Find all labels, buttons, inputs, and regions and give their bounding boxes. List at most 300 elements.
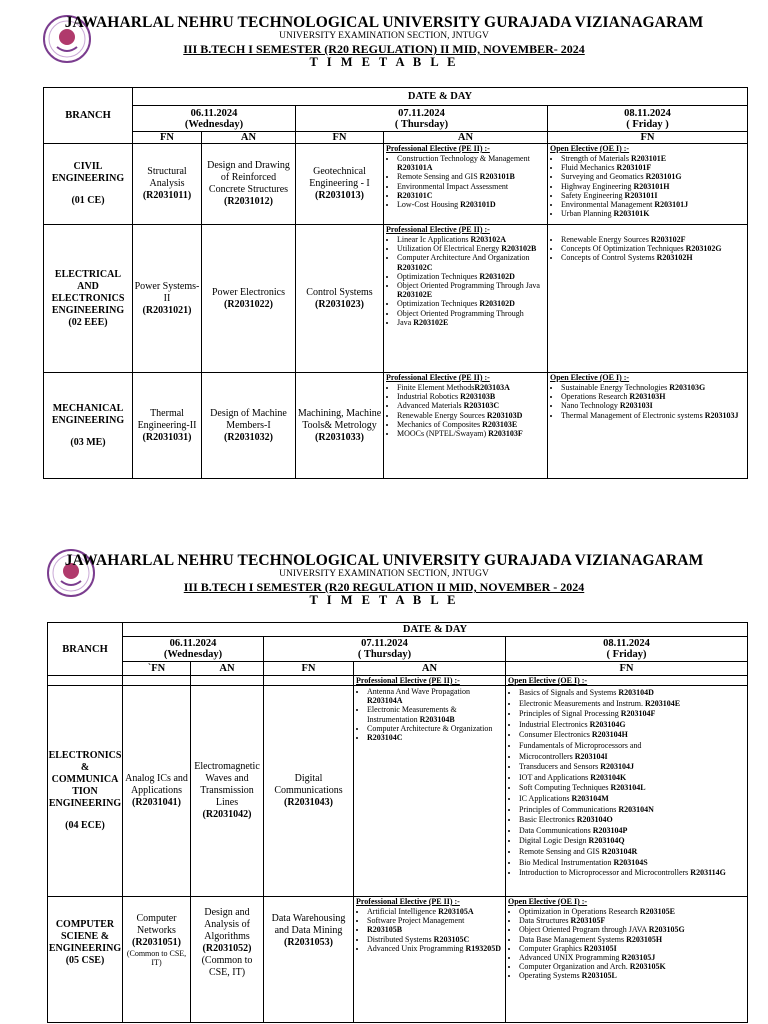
course-code: R203104D [618, 688, 654, 697]
branch-me [44, 373, 133, 479]
elective-title: Professional Elective (PE II) :- [356, 897, 460, 906]
page-header [0, 536, 768, 624]
course-code: R203104H [591, 730, 628, 740]
elective-item [397, 429, 547, 438]
course-name: Object Oriented Programming Through [397, 308, 524, 318]
course-name: Advanced Materials [397, 401, 464, 411]
subject-name: Design of Machine Members-I [210, 407, 287, 431]
elective-item [519, 826, 747, 837]
course-code: R203103E [482, 419, 518, 429]
course-name: MOOCs (NPTEL/Swayam) [397, 429, 489, 439]
branch-name: ENGINEERING [51, 414, 125, 426]
course-name: Industrial Robotics [397, 392, 461, 402]
elective-item [519, 944, 747, 953]
subject-cell [264, 686, 354, 897]
subject-cell [191, 897, 264, 1023]
branch-name: & [80, 762, 90, 773]
course-name: Construction Technology & Management [397, 154, 530, 163]
course-name: Thermal Management of Electronic systems [561, 410, 705, 420]
course-name: Optimization Techniques [397, 271, 480, 281]
elective-item [397, 191, 547, 200]
course-name: Computer Architecture & Organization [367, 723, 493, 733]
branch-name: ENGINEERING [48, 798, 122, 809]
subject-code: (R2031041) [132, 797, 181, 808]
elective-item [519, 925, 747, 934]
empty-cell [264, 676, 354, 686]
open-elective-cell [506, 686, 748, 897]
elective-item [519, 783, 747, 794]
day: (Wednesday) [163, 649, 223, 660]
elective-item [561, 244, 747, 253]
course-name: Computer Architecture And Organization [397, 253, 530, 263]
day: (Wednesday) [184, 118, 244, 130]
branch-name: ELECTRONICS [51, 292, 125, 304]
session-an: AN [354, 662, 506, 676]
course-code: R203103B [460, 392, 496, 402]
course-code: R203101F [616, 163, 652, 173]
course-name: Basic Electronics [519, 815, 577, 825]
elective-title: Open Elective (OE I) :- [550, 373, 630, 382]
course-name: Computer Organization and Arch. [519, 962, 630, 972]
elective-item [561, 200, 747, 209]
course-code: R203103D [486, 410, 523, 420]
subject-cell [296, 225, 384, 373]
elective-item [561, 209, 747, 218]
subject-cell [123, 897, 191, 1023]
elective-item [519, 815, 747, 826]
course-code: R203103C [463, 401, 500, 411]
subject-code: (R2031043) [284, 797, 333, 808]
elective-item [561, 154, 747, 163]
open-elective-cell [548, 144, 748, 225]
branch-header: BRANCH [48, 623, 123, 676]
course-name: Remote Sensing and GIS [519, 846, 602, 856]
course-code: R203102A [470, 235, 507, 244]
elective-item [519, 916, 747, 925]
elective-title: Open Elective (OE I) :- [508, 897, 588, 906]
elective-item [367, 944, 505, 953]
subject-code: (R2031012) [224, 196, 273, 207]
subject-name: Design and Analysis of Algorithms [204, 907, 250, 942]
course-code: R203102H [656, 253, 693, 263]
course-code: R203105K [629, 962, 666, 972]
course-name: Electronic Measurements and Instrum. [519, 698, 645, 708]
course-name: Industrial Electronics [519, 719, 590, 729]
elective-item [397, 318, 547, 327]
branch-name: CIVIL [73, 161, 103, 172]
elective-item [519, 730, 747, 741]
university-name: JAWAHARLAL NEHRU TECHNOLOGICAL UNIVERSITY GURAJADA VIZIANAGARAM [64, 552, 704, 569]
course-code: R203101G [645, 172, 682, 182]
row-ece [48, 686, 748, 897]
elective-item [397, 281, 547, 299]
course-code: R203101H [633, 181, 670, 191]
elective-list [548, 154, 747, 218]
course-code: R203105I [583, 943, 617, 953]
course-name: Data Structures [519, 916, 571, 926]
row-cse [48, 897, 748, 1023]
open-elective-cell [506, 897, 748, 1023]
course-name: Mechanics of Composites [397, 419, 483, 429]
elective-item [519, 752, 747, 763]
elective-item [561, 172, 747, 181]
row-eee [44, 225, 748, 373]
elective-item [397, 235, 547, 244]
date-header-2 [296, 106, 548, 132]
course-code: R203102C [397, 262, 433, 272]
course-code: R203102B [501, 244, 537, 254]
date-header-2 [264, 637, 506, 662]
row-me [44, 373, 748, 479]
branch-name: COMPUTER [55, 919, 115, 930]
professional-elective-cell [354, 686, 506, 897]
date: 08.11.2024 [603, 638, 650, 649]
exam-section: UNIVERSITY EXAMINATION SECTION, JNTUGV [279, 569, 489, 579]
elective-title: Professional Elective (PE II) :- [356, 676, 460, 685]
branch-name: COMMUNICA [51, 774, 119, 785]
subject-code: (R2031033) [315, 431, 364, 443]
elective-list [384, 154, 547, 209]
branch-civil [44, 144, 133, 225]
course-name: Advanced Unix Programming [367, 943, 466, 953]
elective-list [384, 235, 547, 327]
course-code: R203105L [581, 971, 617, 981]
elective-list [548, 383, 747, 420]
course-name: Finite Element Methods [397, 383, 475, 392]
course-name: Remote Sensing and GIS [397, 172, 480, 182]
course-name: Renewable Energy Sources [561, 235, 651, 244]
day: ( Friday) [606, 649, 647, 660]
session-fn: FN [548, 132, 748, 144]
branch-ece [48, 686, 123, 897]
course-code: R203102F [650, 235, 686, 244]
elective-item [397, 309, 547, 318]
course-code: R203104O [576, 815, 613, 825]
course-code: R203105B [367, 925, 403, 935]
subject-cell [133, 225, 202, 373]
session-an: AN [202, 132, 296, 144]
course-name: IOT and Applications [519, 772, 591, 782]
empty-cell [123, 676, 191, 686]
elective-title: Professional Elective (PE II) :- [386, 225, 490, 234]
subject-code: (R2031011) [142, 190, 192, 201]
subject-name: Electromagnetic Waves and Transmission Lines [194, 761, 260, 808]
course-name: Optimization Techniques [397, 299, 480, 309]
course-name: Concepts Of Optimization Techniques [561, 244, 686, 254]
semester-title: III B.TECH I SEMESTER (R20 REGULATION) II MID, NOVEMBER- 2024 [183, 42, 585, 56]
date: 06.11.2024 [190, 107, 238, 119]
session-fn: FN [264, 662, 354, 676]
course-name: Computer Graphics [519, 943, 584, 953]
branch-code: (03 ME) [70, 436, 106, 448]
elective-item [397, 253, 547, 271]
course-code: R203101I [624, 190, 658, 200]
course-name: Highway Engineering [561, 181, 634, 191]
professional-elective-cell [384, 225, 548, 373]
elective-item [519, 971, 747, 980]
elective-item [519, 962, 747, 971]
course-name: Software Project Management [367, 916, 465, 926]
subject-cell [202, 144, 296, 225]
elective-list [548, 235, 747, 263]
session-fn: FN [296, 132, 384, 144]
course-code: R203104Q [588, 836, 625, 846]
day: ( Thursday) [357, 649, 412, 660]
course-name: Urban Planning [561, 209, 614, 219]
day: ( Thursday) [394, 118, 449, 130]
exam-section: UNIVERSITY EXAMINATION SECTION, JNTUGV [279, 31, 489, 41]
elective-list [506, 907, 747, 981]
subject-cell [123, 686, 191, 897]
subject-code: (R2031042) [202, 809, 252, 820]
university-name: JAWAHARLAL NEHRU TECHNOLOGICAL UNIVERSITY GURAJADA VIZIANAGARAM [64, 14, 704, 31]
empty-cell [48, 676, 123, 686]
elective-item [561, 235, 747, 244]
course-name: Operating Systems [519, 971, 582, 981]
course-code: R203101A [397, 163, 433, 173]
course-code: R203101B [479, 172, 515, 182]
elective-item [519, 699, 747, 710]
elective-item [519, 805, 747, 816]
subject-name: Structural Analysis [147, 166, 187, 189]
subject-cell [264, 897, 354, 1023]
elective-item [561, 191, 747, 200]
elective-title: Professional Elective (PE II) :- [386, 373, 490, 382]
course-code: R203102E [397, 290, 433, 300]
course-name: Sustainable Energy Technologies [561, 383, 670, 392]
course-name: Optimization in Operations Research [519, 907, 640, 916]
subject-cell [133, 373, 202, 479]
elective-item [561, 253, 747, 262]
course-name: Digital Logic Design [519, 836, 589, 846]
subject-cell [202, 225, 296, 373]
elective-list [506, 688, 747, 879]
elective-title: Professional Elective (PE II) :- [386, 144, 490, 153]
elective-item [397, 401, 547, 410]
timetable-page-1 [0, 0, 768, 448]
course-code: R203104A [367, 696, 403, 706]
course-code: R203103A [474, 383, 510, 392]
course-name: Environmental Impact Assessment [397, 181, 509, 191]
elective-item [561, 383, 747, 392]
subject-cell [133, 144, 202, 225]
course-name: Environmental Management [561, 200, 655, 210]
course-code: R203114G [690, 868, 726, 878]
elective-item [397, 154, 547, 172]
subject-note: (Common to CSE, IT) [201, 955, 253, 978]
course-code: R203105C [433, 934, 470, 944]
open-elective-cell [548, 225, 748, 373]
elective-item [519, 773, 747, 784]
elective-item [397, 299, 547, 308]
course-code: R203104K [590, 772, 627, 782]
branch-name: MECHANICAL [52, 402, 124, 414]
elective-list [354, 687, 505, 742]
course-code: R203102D [479, 299, 515, 309]
subject-code: (R2031032) [224, 431, 273, 443]
course-name: Utilization Of Electrical Energy [397, 244, 502, 254]
elective-item [561, 163, 747, 172]
elective-item [519, 868, 747, 879]
elective-item [397, 172, 547, 181]
course-name: Object Oriented Programming Through Java [397, 281, 540, 291]
time-table-title: T I M E T A B L E [309, 55, 459, 69]
course-name: Java [397, 317, 414, 327]
elective-item [561, 182, 747, 191]
elective-item [367, 733, 505, 742]
elective-item [367, 687, 505, 705]
elective-item [397, 182, 547, 191]
course-code: R203104F [620, 709, 656, 719]
elective-item [519, 836, 747, 847]
course-code: R203105A [438, 907, 474, 916]
course-code: R203105E [639, 907, 675, 916]
elective-item [397, 392, 547, 401]
elective-item [519, 720, 747, 731]
timetable-2 [47, 622, 748, 1023]
elective-item [519, 858, 747, 869]
course-code: R203101D [460, 200, 496, 210]
subject-name: Geotechnical Engineering - I [309, 166, 370, 189]
course-code: R203104L [610, 783, 646, 793]
branch-name: ENGINEERING [48, 943, 122, 954]
subject-note: (Common to CSE, IT) [126, 949, 187, 967]
course-name: Linear Ic Applications [397, 235, 471, 244]
elective-item [519, 709, 747, 720]
course-name: Transducers and Sensors [519, 762, 601, 772]
elective-title: Open Elective (OE I) :- [550, 144, 630, 153]
date-header-1 [123, 637, 264, 662]
course-code: R203103G [669, 383, 706, 392]
course-code: R203105G [648, 925, 685, 935]
subject-name: Computer Networks [136, 913, 177, 936]
subject-code: (R2031013) [315, 190, 364, 201]
course-code: R203101J [654, 200, 689, 210]
elective-title: Open Elective (OE I) :- [508, 676, 588, 685]
elective-item [519, 935, 747, 944]
elective-item [561, 401, 747, 410]
branch-code: (01 CE) [71, 195, 105, 206]
course-code: R203104E [644, 698, 681, 708]
course-name: Introduction to Microprocessor and Microcontrollers [519, 868, 691, 878]
semester-title: III B.TECH I SEMESTER (R20 REGULATION II MID, NOVEMBER - 2024 [183, 580, 585, 594]
elective-item [367, 724, 505, 733]
date: 07.11.2024 [361, 638, 408, 649]
course-name: Basics of Signals and Systems [519, 688, 619, 697]
date: 06.11.2024 [169, 638, 217, 649]
elective-item [397, 420, 547, 429]
session-an: AN [191, 662, 264, 676]
elective-item [519, 794, 747, 805]
course-code: R203101K [613, 209, 650, 219]
open-elective-cell [548, 373, 748, 479]
pe-title-cell [354, 676, 506, 686]
branch-code: (02 EEE) [68, 316, 108, 328]
oe-title-cell [506, 676, 748, 686]
branch-name: ELECTRONICS [48, 750, 122, 761]
course-name: Principles of Communications [519, 804, 619, 814]
subject-cell [202, 373, 296, 479]
professional-elective-cell [384, 144, 548, 225]
page-header [0, 0, 768, 88]
elective-item [397, 383, 547, 392]
subject-code: (R2031052) [202, 943, 252, 954]
elective-item [367, 705, 505, 723]
elective-item [561, 392, 747, 401]
elective-item [397, 244, 547, 253]
subject-name: Machining, Machine Tools& Metrology [297, 407, 382, 431]
course-code: R203104C [367, 733, 403, 743]
elective-item [367, 925, 505, 934]
subject-name: Power Systems-II [134, 280, 200, 304]
subject-cell [296, 373, 384, 479]
course-name: Surveying and Geomatics [561, 172, 646, 182]
course-name: Low-Cost Housing [397, 200, 461, 210]
professional-elective-cell [384, 373, 548, 479]
elective-item [519, 953, 747, 962]
course-code: R203101C [397, 190, 433, 200]
course-name: IC Applications [519, 793, 572, 803]
elective-item [367, 935, 505, 944]
date: 07.11.2024 [398, 107, 445, 119]
subject-name: Power Electronics [211, 286, 286, 298]
course-name: Principles of Signal Processing [519, 709, 621, 719]
row-civil [44, 144, 748, 225]
elective-list [384, 383, 547, 438]
branch-name: ELECTRICAL [54, 268, 122, 280]
subject-code: (R2031053) [284, 937, 333, 948]
empty-cell [191, 676, 264, 686]
course-name: Safety Engineering [561, 190, 625, 200]
branch-code: (04 ECE) [65, 820, 105, 831]
elective-item [519, 907, 747, 916]
date-header-3 [506, 637, 748, 662]
course-name: Nano Technology [561, 401, 620, 411]
course-code: R203102D [479, 271, 515, 281]
elective-item [367, 916, 505, 925]
elective-list [354, 907, 505, 953]
date-day-header: DATE & DAY [123, 623, 748, 637]
course-name: Object Oriented Program through JAVA [519, 925, 649, 935]
branch-code: (05 CSE) [65, 955, 105, 966]
elective-item [519, 741, 747, 752]
elective-item [519, 847, 747, 858]
course-name: Renewable Energy Sources [397, 410, 487, 420]
course-code: R203103H [629, 392, 666, 402]
course-name: Fluid Mechanics [561, 163, 617, 173]
subject-name: Data Warehousing and Data Mining [271, 913, 346, 936]
subject-code: (R2031031) [142, 431, 192, 443]
session-fn: FN [133, 132, 202, 144]
subject-name: Thermal Engineering-II [137, 407, 197, 431]
timetable-page-2 [0, 536, 768, 981]
elective-item [519, 688, 747, 699]
course-code: R193205D [465, 943, 501, 953]
course-code: R203102E [413, 317, 449, 327]
branch-name: TION [72, 786, 98, 797]
branch-name: AND [77, 280, 99, 292]
elective-item [519, 762, 747, 773]
course-name: Data Communications [519, 825, 593, 835]
course-code: R203104N [618, 804, 654, 814]
time-table-title: T I M E T A B L E [309, 593, 459, 607]
session-fn: `FN [123, 662, 191, 676]
course-name: Consumer Electronics [519, 730, 592, 740]
subject-code: (R2031021) [142, 304, 192, 316]
course-name: Operations Research [561, 392, 630, 402]
course-name: Advanced UNIX Programming [519, 953, 622, 963]
subject-name: Digital Communications [274, 773, 343, 796]
